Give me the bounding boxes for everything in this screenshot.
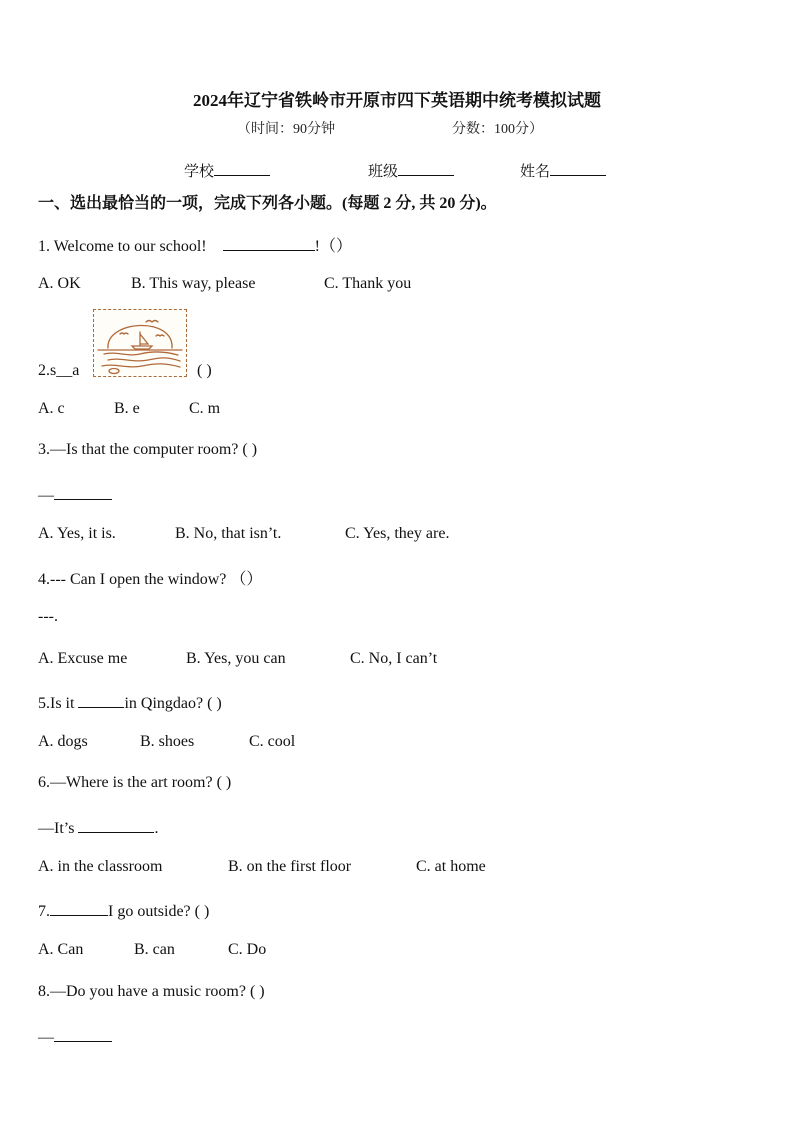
question-7-option-a[interactable]: A. Can [38,941,84,958]
class-field [368,160,454,181]
sunset-sea-drawing [94,310,186,376]
question-6-stem: 6.—Where is the art room? ( ) [38,774,232,791]
question-1-blank[interactable] [223,234,315,251]
question-6-blank[interactable] [78,816,154,833]
question-7-option-c[interactable]: C. Do [228,941,267,958]
question-4-option-c[interactable]: C. No, I can’t [350,650,438,667]
question-3-blank[interactable] [54,483,112,500]
question-4-option-a[interactable]: A. Excuse me [38,650,128,667]
question-2-stem: 2.s__a [38,362,80,379]
question-5-option-a[interactable]: A. dogs [38,733,88,750]
question-8-stem: 8.—Do you have a music room? ( ) [38,983,265,1000]
question-6-option-a[interactable]: A. in the classroom [38,858,163,875]
question-1-stem: 1. Welcome to our school! !（） [38,233,352,256]
question-4-stem: 4.--- Can I open the window? （） [38,571,263,588]
name-blank[interactable] [550,161,606,176]
question-5-option-c[interactable]: C. cool [249,733,296,750]
question-3-option-a[interactable]: A. Yes, it is. [38,525,116,542]
school-field [184,160,270,181]
exam-score: 分数：100分） [452,122,543,137]
question-7-option-b[interactable]: B. can [134,941,175,958]
question-6-option-b[interactable]: B. on the first floor [228,858,352,875]
question-6-option-c[interactable]: C. at home [416,858,486,875]
question-7-stem: 7. I go outside? ( ) [38,899,209,921]
question-1-option-a[interactable]: A. OK [38,275,81,292]
question-1-option-b[interactable]: B. This way, please [131,275,256,292]
question-4-answer-line: ---. [38,608,58,625]
page-title: 2024年辽宁省铁岭市开原市四下英语期中统考模拟试题 [193,91,601,110]
section-heading: 一、选出最恰当的一项，完成下列各小题。(每题 2 分, 共 20 分)。 [38,195,497,212]
question-3-option-b[interactable]: B. No, that isn’t. [175,525,282,542]
question-2-option-c[interactable]: C. m [189,400,221,417]
question-1-option-c[interactable]: C. Thank you [324,275,412,292]
sunset-sea-image [93,309,187,377]
question-5-stem: 5.Is it in Qingdao? ( ) [38,691,222,713]
question-6-answer-line: —It’s . [38,816,158,838]
exam-time: （时间：90分钟 [237,122,335,137]
question-3-stem: 3.—Is that the computer room? ( ) [38,441,258,458]
question-5-blank[interactable] [78,691,124,708]
question-3-option-c[interactable]: C. Yes, they are. [345,525,450,542]
question-4-option-b[interactable]: B. Yes, you can [186,650,286,667]
class-blank[interactable] [398,161,454,176]
question-5-option-b[interactable]: B. shoes [140,733,195,750]
name-field [520,160,606,181]
question-7-blank[interactable] [50,899,108,916]
question-8-answer-line: — [38,1025,112,1047]
school-label: 学校 [184,164,215,180]
school-blank[interactable] [214,161,270,176]
question-2-option-b[interactable]: B. e [114,400,140,417]
name-label: 姓名 [520,164,551,180]
class-label: 班级 [368,164,399,180]
question-2-option-a[interactable]: A. c [38,400,65,417]
question-3-answer-line: — [38,483,112,505]
question-8-blank[interactable] [54,1025,112,1042]
question-2-answer-paren: ( ) [197,362,212,379]
